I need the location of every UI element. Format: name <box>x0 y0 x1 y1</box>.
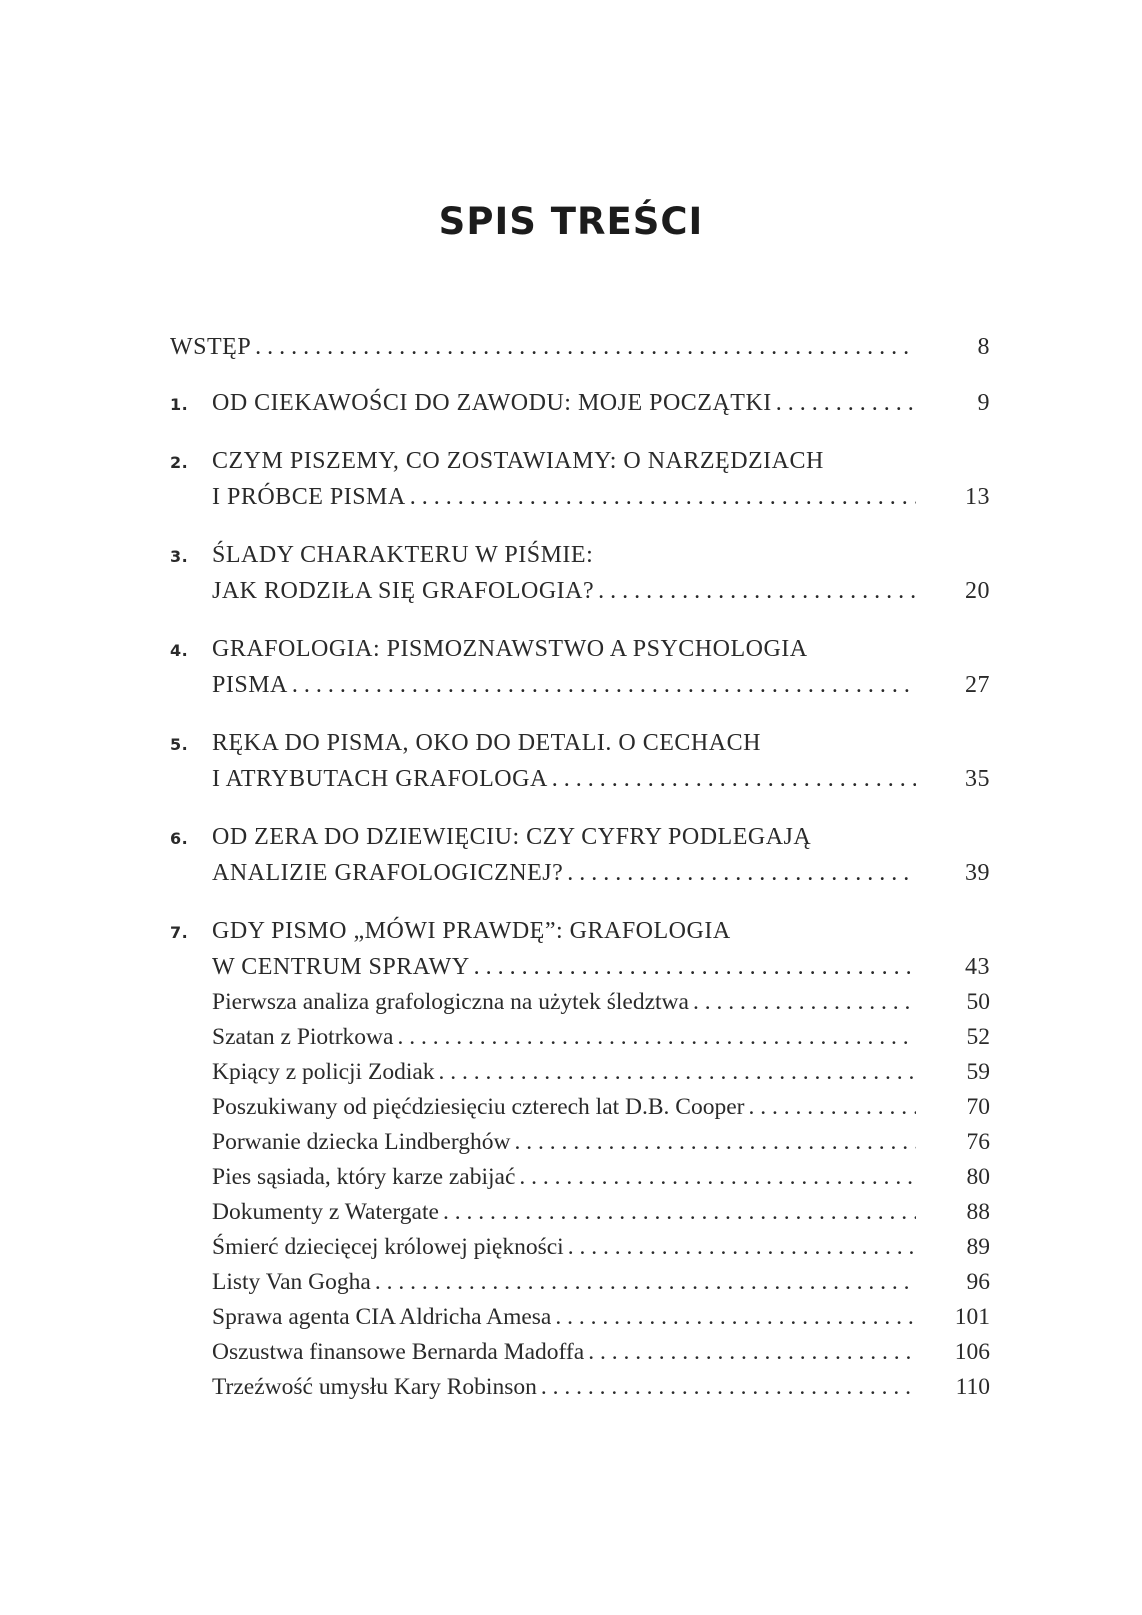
toc-entry[interactable] <box>170 329 990 365</box>
subsection-title: Pies sąsiada, który karze zabijać <box>212 1164 516 1190</box>
toc-entry-line <box>170 443 990 479</box>
table-of-contents <box>170 329 990 1405</box>
chapter-title: ANALIZIE GRAFOLOGICZNEJ? <box>212 860 564 886</box>
toc-entry[interactable] <box>170 631 990 703</box>
dot-leader <box>552 761 916 797</box>
page-number: 96 <box>966 1269 990 1295</box>
chapter-number: 1. <box>170 395 189 414</box>
chapter-title: PISMA <box>212 672 288 698</box>
toc-entry-line <box>170 855 990 891</box>
dot-leader <box>443 1195 916 1230</box>
dot-leader <box>292 667 916 703</box>
subsection-entry[interactable] <box>170 1160 990 1195</box>
subsection-line <box>170 1055 990 1090</box>
dot-leader <box>375 1265 916 1300</box>
dot-leader <box>474 949 916 985</box>
dot-leader <box>519 1160 916 1195</box>
chapter-title: ŚLADY CHARAKTERU W PIŚMIE: <box>212 542 594 568</box>
subsection-title: Poszukiwany od pięćdziesięciu czterech lat D.B. Cooper <box>212 1094 745 1120</box>
subsection-line <box>170 1300 990 1335</box>
page-number: 88 <box>966 1199 990 1225</box>
subsection-line <box>170 1090 990 1125</box>
subsection-line <box>170 1160 990 1195</box>
toc-entry[interactable] <box>170 537 990 609</box>
subsection-entry[interactable] <box>170 1265 990 1300</box>
subsection-entry[interactable] <box>170 985 990 1020</box>
subsection-title: Kpiący z policji Zodiak <box>212 1059 435 1085</box>
toc-entry-line <box>170 913 990 949</box>
subsection-line <box>170 1335 990 1370</box>
page-number: 101 <box>954 1304 990 1330</box>
subsection-title: Sprawa agenta CIA Aldricha Amesa <box>212 1304 552 1330</box>
subsection-entry[interactable] <box>170 1335 990 1370</box>
chapter-title: I ATRYBUTACH GRAFOLOGA <box>212 766 548 792</box>
chapter-number: 3. <box>170 547 189 566</box>
subsection-title: Porwanie dziecka Lindberghów <box>212 1129 511 1155</box>
toc-entry-line <box>170 573 990 609</box>
page-number: 20 <box>965 578 990 604</box>
dot-leader <box>555 1300 916 1335</box>
chapter-title: GRAFOLOGIA: PISMOZNAWSTWO A PSYCHOLOGIA <box>212 636 808 662</box>
page-number: 39 <box>965 860 990 886</box>
subsection-entry[interactable] <box>170 1195 990 1230</box>
toc-entry-line <box>170 725 990 761</box>
toc-entry-line <box>170 631 990 667</box>
chapter-number: 4. <box>170 641 189 660</box>
toc-entry[interactable] <box>170 385 990 421</box>
subsection-title: Pierwsza analiza grafologiczna na użytek śledztwa <box>212 989 689 1015</box>
toc-entry-line <box>170 667 990 703</box>
subsection-entry[interactable] <box>170 1230 990 1265</box>
chapter-number: 7. <box>170 923 189 942</box>
chapter-title: OD ZERA DO DZIEWIĘCIU: CZY CYFRY PODLEGAJĄ <box>212 824 812 850</box>
subsection-line <box>170 1230 990 1265</box>
chapter-number: 5. <box>170 735 189 754</box>
subsection-title: Listy Van Gogha <box>212 1269 371 1295</box>
toc-entry-line <box>170 819 990 855</box>
page-title: SPIS TREŚCI <box>438 200 704 243</box>
toc-entry-line <box>170 949 990 985</box>
page-number: 8 <box>977 334 990 360</box>
chapter-number: 6. <box>170 829 189 848</box>
page-number: 27 <box>965 672 990 698</box>
page-number: 76 <box>966 1129 990 1155</box>
dot-leader <box>568 1230 916 1265</box>
dot-leader <box>749 1090 917 1125</box>
subsection-title: Trzeźwość umysłu Kary Robinson <box>212 1374 537 1400</box>
subsection-entry[interactable] <box>170 1370 990 1405</box>
page-number: 13 <box>965 484 990 510</box>
chapter-title: I PRÓBCE PISMA <box>212 484 406 510</box>
page-number: 89 <box>966 1234 990 1260</box>
toc-entry-line <box>170 329 990 365</box>
subsection-title: Śmierć dziecięcej królowej piękności <box>212 1234 564 1260</box>
page-number: 35 <box>965 766 990 792</box>
toc-entry-line <box>170 385 990 421</box>
toc-entry[interactable] <box>170 819 990 891</box>
toc-entry[interactable] <box>170 443 990 515</box>
dot-leader <box>693 985 916 1020</box>
page-number: 50 <box>966 989 990 1015</box>
page-number: 80 <box>966 1164 990 1190</box>
subsection-entry[interactable] <box>170 1020 990 1055</box>
chapter-title: OD CIEKAWOŚCI DO ZAWODU: MOJE POCZĄTKI <box>212 390 772 416</box>
dot-leader <box>397 1020 916 1055</box>
dot-leader <box>776 385 916 421</box>
page-number: 70 <box>966 1094 990 1120</box>
subsection-title: Szatan z Piotrkowa <box>212 1024 394 1050</box>
page-number: 52 <box>966 1024 990 1050</box>
toc-entry[interactable] <box>170 913 990 985</box>
page-number: 9 <box>977 390 990 416</box>
toc-entry-line <box>170 761 990 797</box>
chapter-title: RĘKA DO PISMA, OKO DO DETALI. O CECHACH <box>212 730 761 756</box>
chapter-number: 2. <box>170 453 189 472</box>
subsection-line <box>170 1195 990 1230</box>
subsection-entry[interactable] <box>170 1090 990 1125</box>
subsection-title: Oszustwa finansowe Bernarda Madoffa <box>212 1339 585 1365</box>
chapter-title: GDY PISMO „MÓWI PRAWDĘ”: GRAFOLOGIA <box>212 918 731 944</box>
page-number: 110 <box>955 1374 990 1400</box>
subsection-entry[interactable] <box>170 1055 990 1090</box>
page-number: 43 <box>965 954 990 980</box>
dot-leader <box>567 855 916 891</box>
page-number: 59 <box>966 1059 990 1085</box>
chapter-title: W CENTRUM SPRAWY <box>212 954 470 980</box>
dot-leader <box>588 1335 916 1370</box>
dot-leader <box>598 573 916 609</box>
subsection-line <box>170 1125 990 1160</box>
dot-leader <box>541 1370 916 1405</box>
subsection-line <box>170 1265 990 1300</box>
chapter-title: WSTĘP <box>170 334 252 360</box>
toc-entry-line <box>170 479 990 515</box>
toc-entry[interactable] <box>170 725 990 797</box>
page-number: 106 <box>954 1339 990 1365</box>
dot-leader <box>410 479 916 515</box>
toc-entry-line <box>170 537 990 573</box>
subsection-entry[interactable] <box>170 1125 990 1160</box>
dot-leader <box>439 1055 916 1090</box>
chapter-title: CZYM PISZEMY, CO ZOSTAWIAMY: O NARZĘDZIACH <box>212 448 824 474</box>
subsection-list <box>170 985 990 1405</box>
subsection-line <box>170 985 990 1020</box>
subsection-line <box>170 1370 990 1405</box>
subsection-entry[interactable] <box>170 1300 990 1335</box>
subsection-line <box>170 1020 990 1055</box>
chapter-title: JAK RODZIŁA SIĘ GRAFOLOGIA? <box>212 578 595 604</box>
subsection-title: Dokumenty z Watergate <box>212 1199 439 1225</box>
dot-leader <box>514 1125 916 1160</box>
dot-leader <box>255 329 916 365</box>
